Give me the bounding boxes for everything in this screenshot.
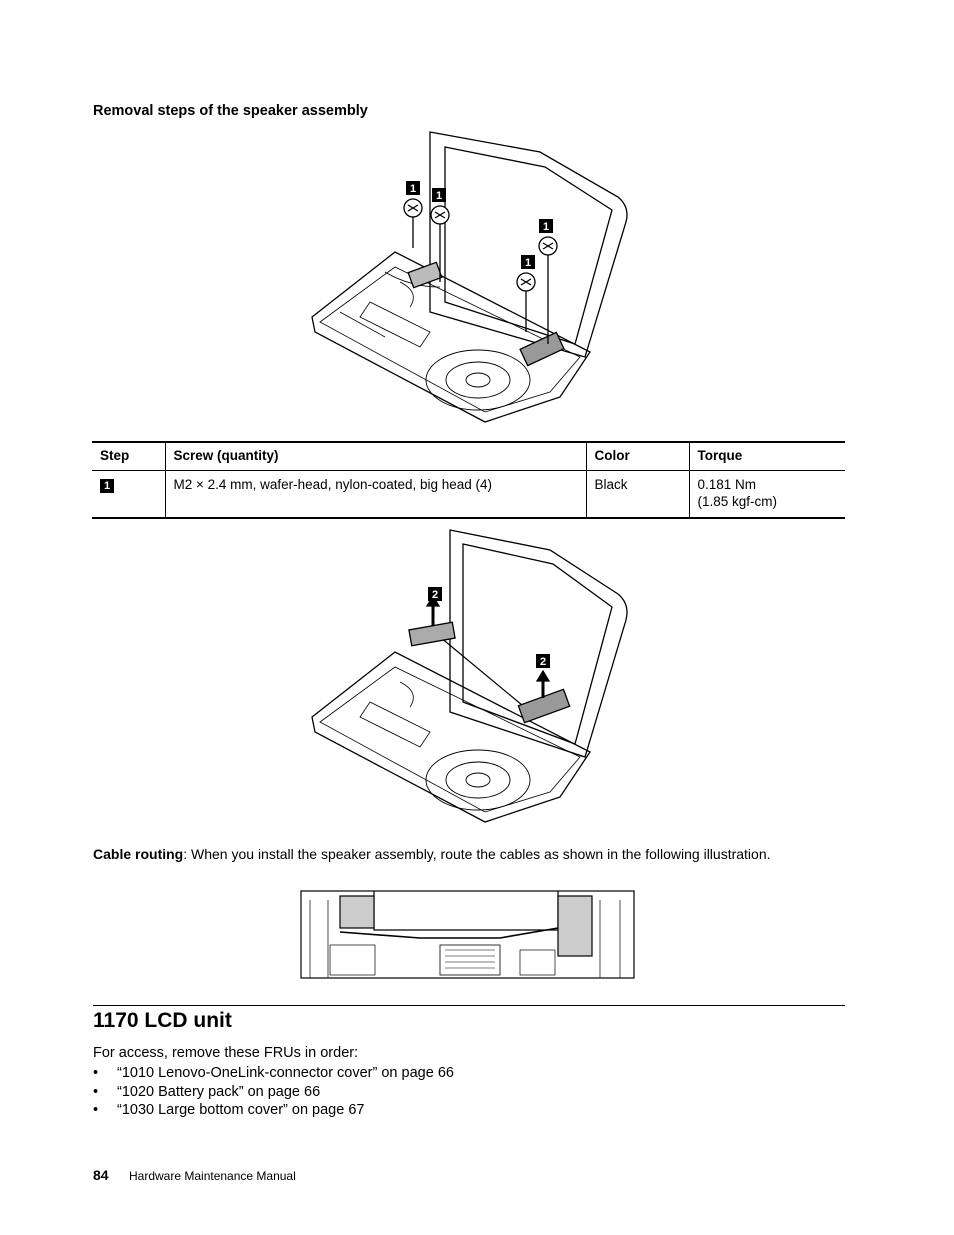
cable-routing-text: : When you install the speaker assembly, route the cables as shown in the following illustration. (183, 846, 771, 862)
cable-routing-illustration (300, 890, 635, 980)
torque-value-alt: (1.85 kgf-cm) (697, 494, 778, 509)
header-screw: Screw (quantity) (165, 442, 586, 471)
page-number: 84 (93, 1167, 109, 1183)
step-callout-badge: 1 (100, 479, 114, 493)
color-cell: Black (586, 471, 689, 519)
callout-1-label: 1 (435, 190, 443, 202)
screw-cell: M2 × 2.4 mm, wafer-head, nylon-coated, big head (4) (165, 471, 586, 519)
torque-cell (689, 471, 845, 519)
fru-link[interactable]: “1010 Lenovo-OneLink-connector cover” on page 66 (117, 1065, 454, 1081)
list-item (93, 1064, 454, 1083)
section-heading: Removal steps of the speaker assembly (93, 103, 368, 119)
bullet: • (93, 1083, 99, 1100)
cable-routing-paragraph (93, 846, 771, 862)
fru-link[interactable]: “1030 Large bottom cover” on page 67 (117, 1102, 365, 1118)
step-cell (92, 471, 165, 519)
header-color: Color (586, 442, 689, 471)
table-row (92, 471, 845, 519)
list-item (93, 1083, 454, 1102)
lcd-intro-text: For access, remove these FRUs in order: (93, 1045, 359, 1061)
bullet: • (93, 1065, 99, 1081)
fru-link[interactable]: “1020 Battery pack” on page 66 (117, 1083, 321, 1100)
screw-table (92, 441, 845, 519)
callout-1-label: 1 (542, 221, 550, 233)
section-divider (93, 1005, 845, 1006)
header-torque: Torque (689, 442, 845, 471)
speaker-screw-removal-illustration (300, 122, 640, 427)
cable-routing-label: Cable routing (93, 846, 184, 862)
manual-title: Hardware Maintenance Manual (129, 1169, 296, 1183)
screw-table-header (92, 442, 845, 471)
speaker-removal-illustration (300, 522, 640, 827)
callout-1-label: 1 (409, 183, 417, 195)
callout-2-label: 2 (431, 589, 439, 601)
header-step: Step (92, 442, 165, 471)
callout-1-label: 1 (524, 257, 532, 269)
bullet: • (93, 1102, 99, 1118)
callout-2-label: 2 (539, 656, 547, 668)
lcd-section-title: 1170 LCD unit (93, 1009, 232, 1032)
torque-value: 0.181 Nm (697, 477, 757, 492)
fru-list (93, 1064, 454, 1120)
list-item (93, 1101, 454, 1120)
